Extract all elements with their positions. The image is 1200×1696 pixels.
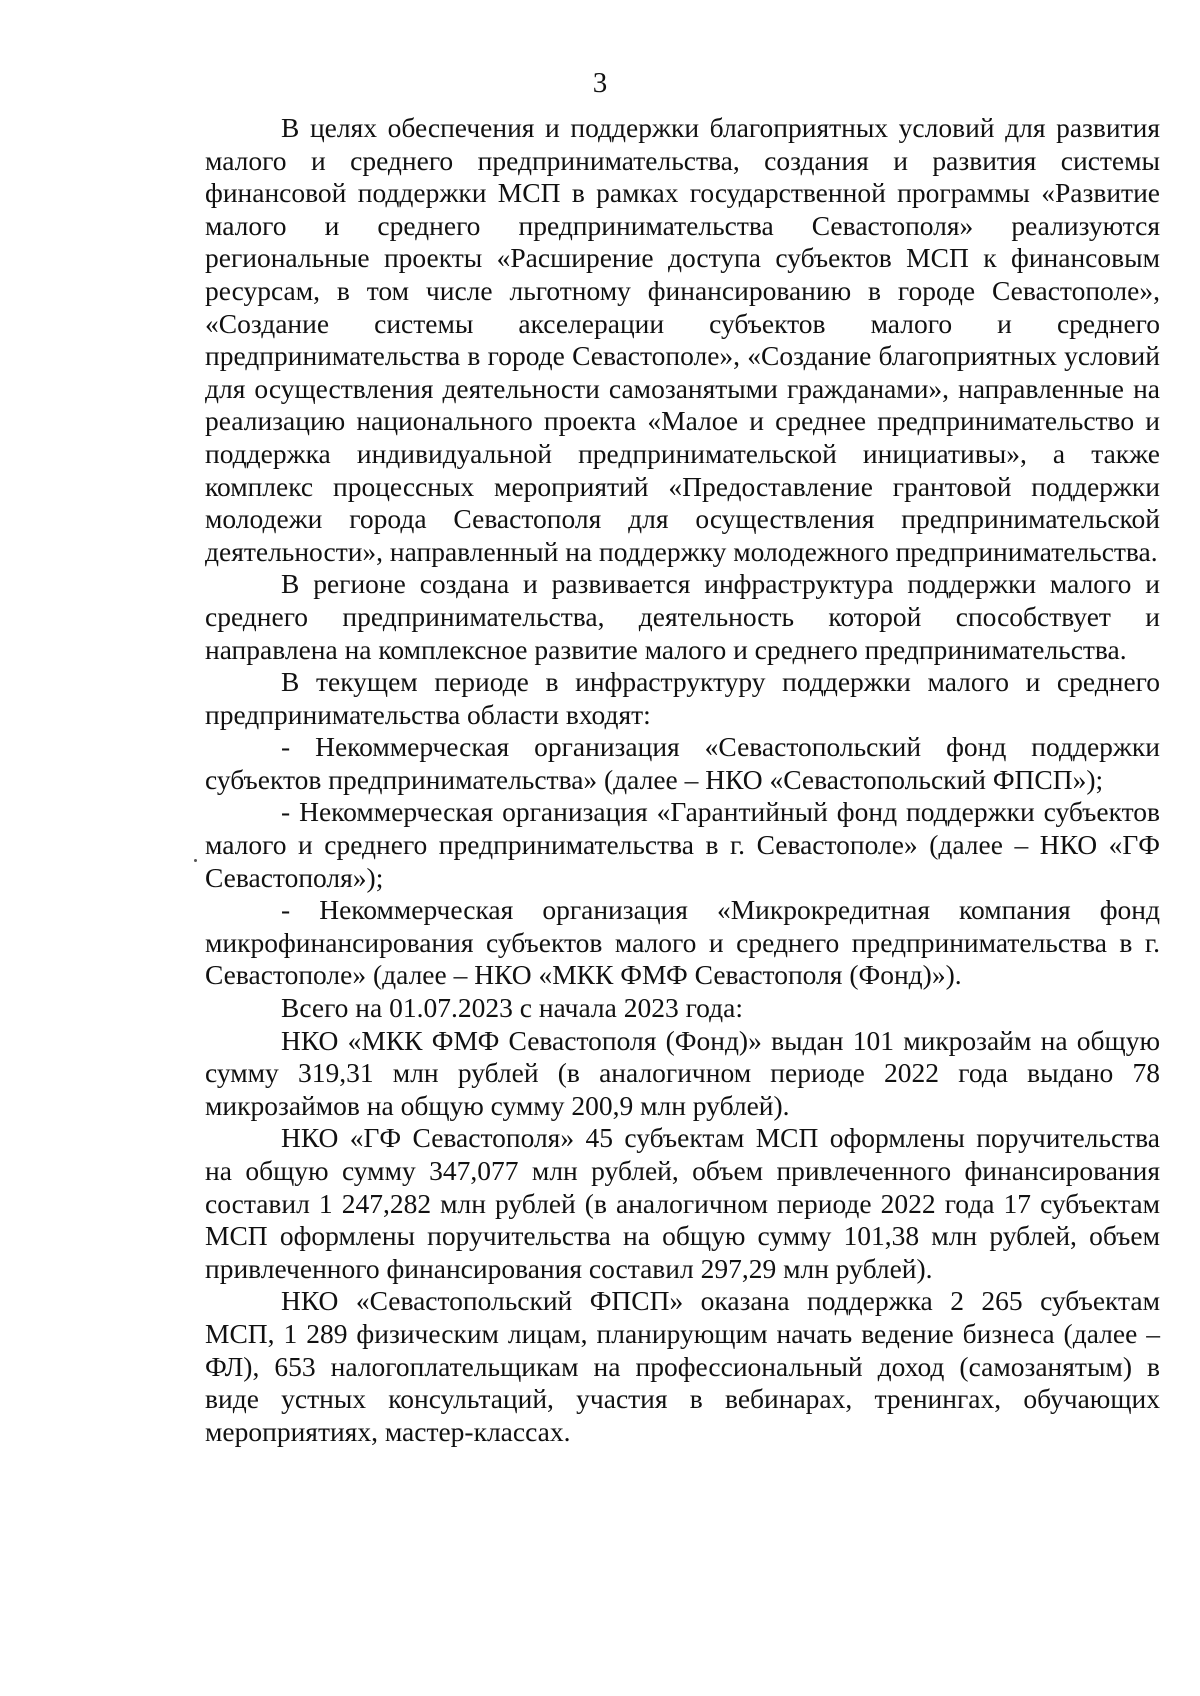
scan-dot-mark [194,859,197,862]
page-number: 3 [592,67,608,99]
paragraph-infrastructure: В регионе создана и развивается инфраструктура поддержки малого и среднего предпринимательства, деятельность которой способствует и направлена на комплексное развитие малого и среднего предпринимательства. [205,568,1160,665]
paragraph-infrastructure-intro: В текущем периоде в инфраструктуру поддержки малого и среднего предпринимательства области входят: [205,666,1160,730]
list-item-mkk: - Некоммерческая организация «Микрокредитная компания фонд микрофинансирования субъектов малого и среднего предпринимательства в г. Севастополе» (далее – НКО «МКК ФМФ Севастополя (Фонд)»). [205,894,1160,991]
document-body [205,112,1160,1448]
paragraph-totals-heading: Всего на 01.07.2023 с начала 2023 года: [281,992,743,1024]
paragraph-programs: В целях обеспечения и поддержки благоприятных условий для развития малого и среднего предпринимательства, создания и развития системы финансовой поддержки МСП в рамках государственной программы «Развитие малого и среднего предпринимательства Севастополя» реализуются региональные проекты «Расширение доступа субъектов МСП к финансовым ресурсам, в том числе льготному финансированию в городе Севастополе», «Создание системы акселерации субъектов малого и среднего предпринимательства в городе Севастополе», «Создание благоприятных условий для осуществления деятельности самозанятыми гражданами», направленные на реализацию национального проекта «Малое и среднее предпринимательство и поддержка индивидуальной предпринимательской инициативы», а также комплекс процессных мероприятий «Предоставление грантовой поддержки молодежи города Севастополя для осуществления предпринимательской деятельности», направленный на поддержку молодежного предпринимательства. [205,112,1160,567]
list-item-fpsp: - Некоммерческая организация «Севастопольский фонд поддержки субъектов предпринимательства» (далее – НКО «Севастопольский ФПСП»); [205,731,1160,795]
paragraph-mkk-results: НКО «МКК ФМФ Севастополя (Фонд)» выдан 101 микрозайм на общую сумму 319,31 млн рублей (в аналогичном периоде 2022 года выдано 78 микрозаймов на общую сумму 200,9 млн рублей). [205,1024,1160,1121]
paragraph-fpsp-results: НКО «Севастопольский ФПСП» оказана поддержка 2 265 субъектам МСП, 1 289 физическим лицам, планирующим начать ведение бизнеса (далее – ФЛ), 653 налогоплательщикам на профессиональный доход (самозанятым) в виде устных консультаций, участия в вебинарах, тренингах, обучающих мероприятиях, мастер-классах. [205,1285,1160,1447]
list-item-gf: - Некоммерческая организация «Гарантийный фонд поддержки субъектов малого и среднего предпринимательства в г. Севастополе» (далее – НКО «ГФ Севастополя»); [205,796,1160,893]
paragraph-gf-results: НКО «ГФ Севастополя» 45 субъектам МСП оформлены поручительства на общую сумму 347,077 млн рублей, объем привлеченного финансирования составил 1 247,282 млн рублей (в аналогичном периоде 2022 года 17 субъектам МСП оформлены поручительства на общую сумму 101,38 млн рублей, объем привлеченного финансирования составил 297,29 млн рублей). [205,1122,1160,1284]
